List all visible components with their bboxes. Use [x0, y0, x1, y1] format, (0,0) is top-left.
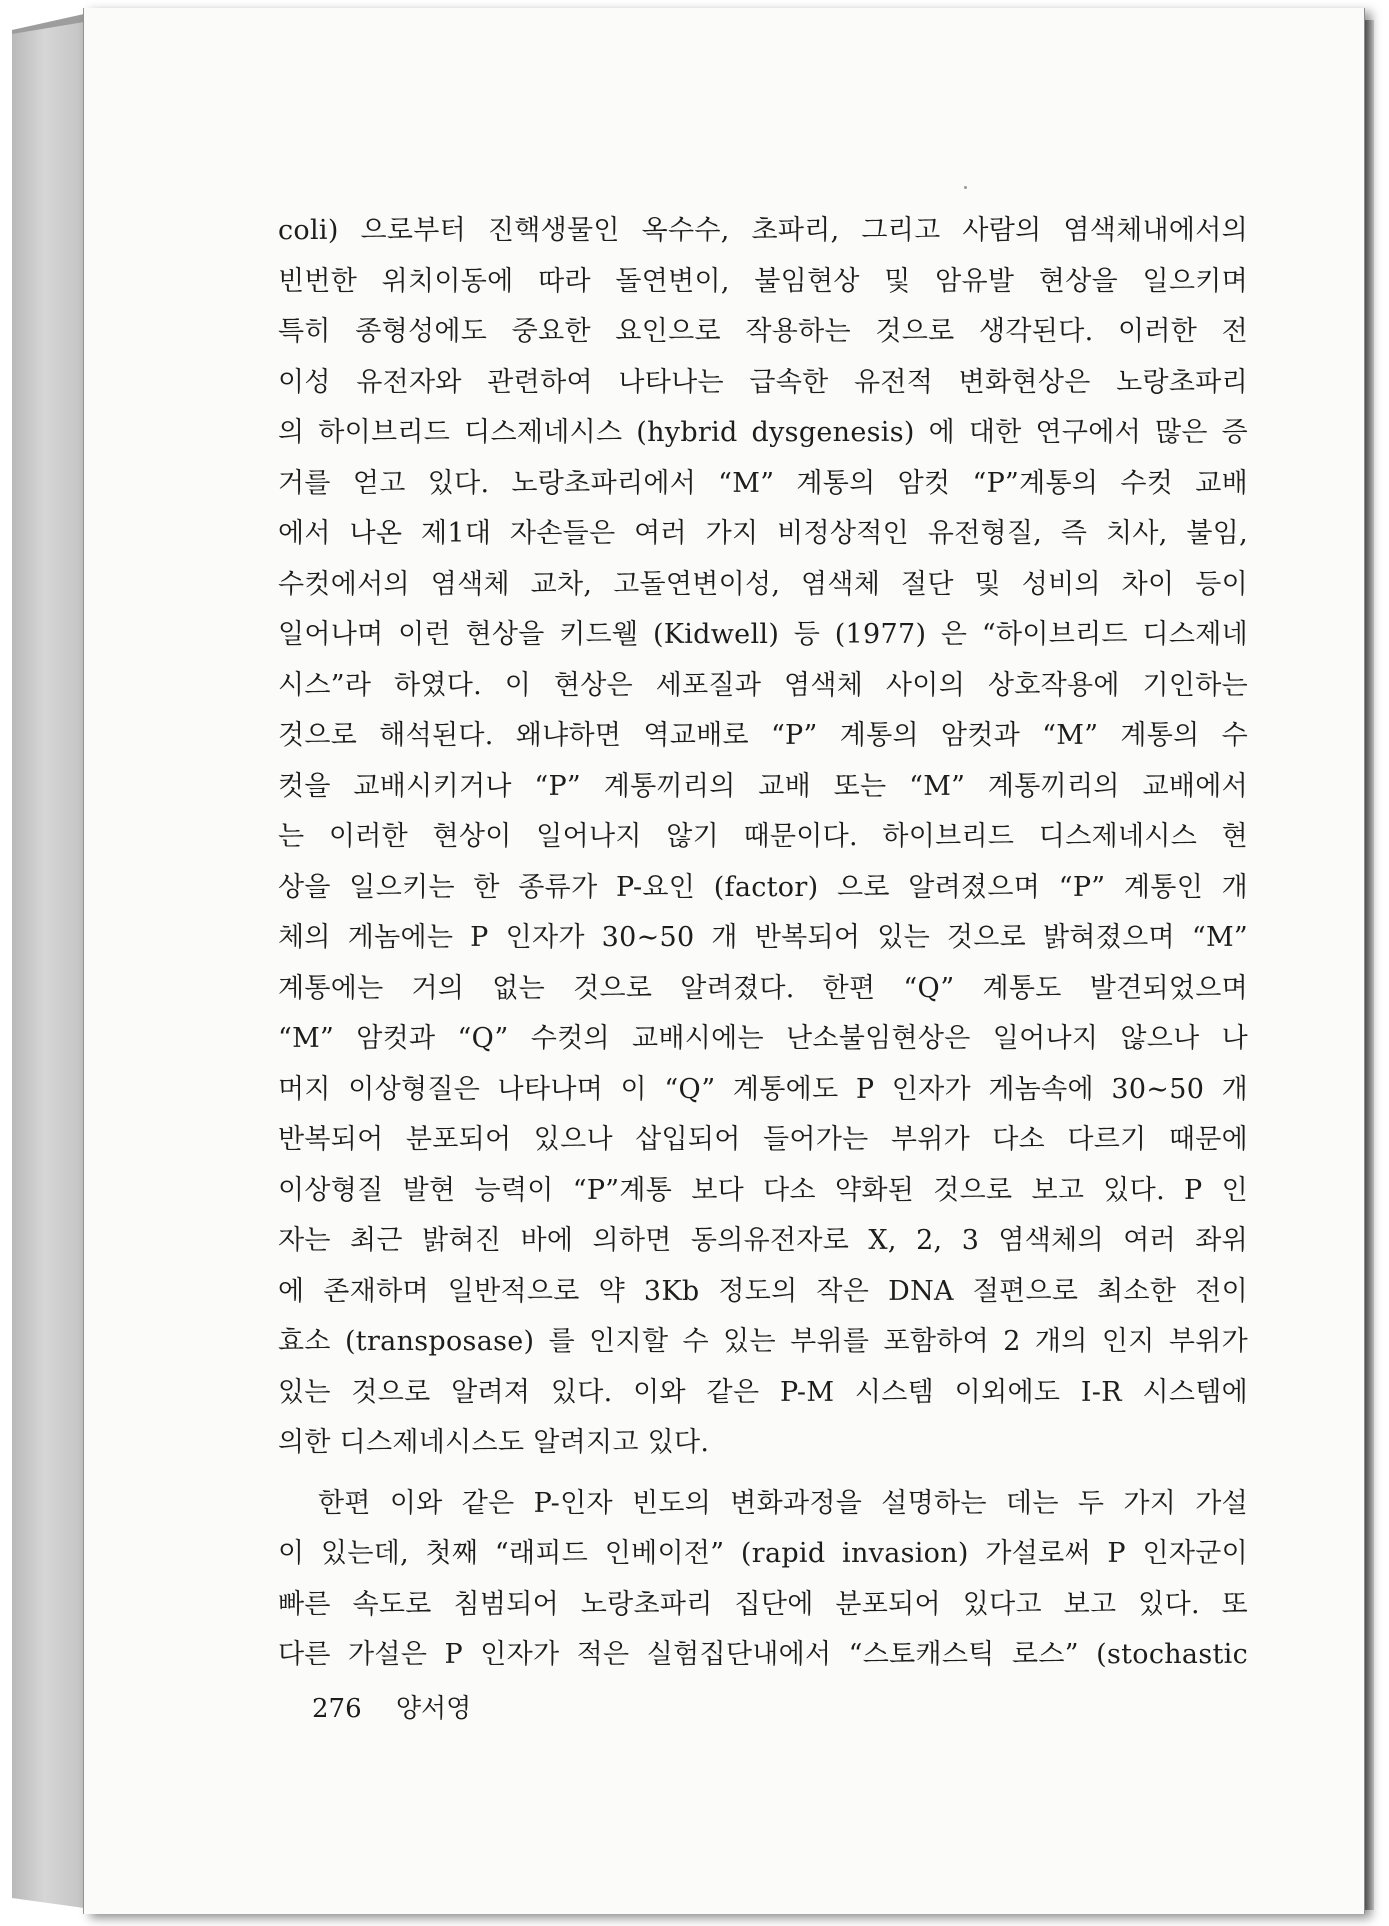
text-line: 체의 게놈에는 P 인자가 30∼50 개 반복되어 있는 것으로 밝혀졌으며 “M” [278, 922, 1248, 953]
paragraph-gap [278, 1469, 1248, 1479]
text-line: 특히 종형성에도 중요한 요인으로 작용하는 것으로 생각된다. 이러한 전 [278, 316, 1248, 347]
text-line: “M” 암컷과 “Q” 수컷의 교배시에는 난소불임현상은 일어나지 않으나 나 [278, 1023, 1248, 1054]
text-line: 시스”라 하였다. 이 현상은 세포질과 염색체 사이의 상호작용에 기인하는 [278, 669, 1248, 701]
text-line: 다른 가설은 P 인자가 적은 실험집단내에서 “스토캐스틱 로스” (stochastic [278, 1639, 1248, 1670]
text-line: 는 이러한 현상이 일어나지 않기 때문이다. 하이브리드 디스제네시스 현 [278, 821, 1248, 852]
book-spine [12, 16, 84, 1908]
print-speck [964, 186, 967, 189]
page-footer [312, 1688, 471, 1725]
text-line: 의 하이브리드 디스제네시스 (hybrid dysgenesis) 에 대한 연구에서 많은 증 [278, 417, 1248, 448]
text-line: 빈번한 위치이동에 따라 돌연변이, 불임현상 및 암유발 현상을 일으키며 [278, 265, 1248, 297]
text-line: 머지 이상형질은 나타나며 이 “Q” 계통에도 P 인자가 게놈속에 30∼50 개 [278, 1073, 1248, 1105]
text-line: 컷을 교배시키거나 “P” 계통끼리의 교배 또는 “M” 계통끼리의 교배에서 [278, 770, 1248, 802]
text-line: 것으로 해석된다. 왜냐하면 역교배로 “P” 계통의 암컷과 “M” 계통의 수 [278, 720, 1248, 751]
text-line: 계통에는 거의 없는 것으로 알려졌다. 한편 “Q” 계통도 발견되었으며 [278, 972, 1248, 1004]
text-line: 효소 (transposase) 를 인지할 수 있는 부위를 포함하여 2 개의 인지 부위가 [278, 1326, 1248, 1357]
text-line: 반복되어 분포되어 있으나 삽입되어 들어가는 부위가 다소 다르기 때문에 [278, 1124, 1248, 1155]
page-body-text [278, 206, 1248, 1681]
text-line: coli) 으로부터 진핵생물인 옥수수, 초파리, 그리고 사람의 염색체내에서의 [278, 215, 1248, 246]
page-edge [1364, 20, 1374, 1910]
text-line: 자는 최근 밝혀진 바에 의하면 동의유전자로 X, 2, 3 염색체의 여러 좌위 [278, 1225, 1248, 1256]
text-line: 빠른 속도로 침범되어 노랑초파리 집단에 분포되어 있다고 보고 있다. 또 [278, 1588, 1248, 1620]
text-line: 한편 이와 같은 P-인자 빈도의 변화과정을 설명하는 데는 두 가지 가설 [318, 1487, 1248, 1519]
text-line: 수컷에서의 염색체 교차, 고돌연변이성, 염색체 절단 및 성비의 차이 등이 [278, 568, 1248, 600]
page-number: 276 [312, 1694, 362, 1724]
text-line: 상을 일으키는 한 종류가 P-요인 (factor) 으로 알려졌으며 “P” 계통인 개 [278, 871, 1248, 903]
text-line: 거를 얻고 있다. 노랑초파리에서 “M” 계통의 암컷 “P”계통의 수컷 교배 [278, 467, 1248, 499]
text-line: 이상형질 발현 능력이 “P”계통 보다 다소 약화된 것으로 보고 있다. P 인 [278, 1174, 1248, 1206]
text-line: 이성 유전자와 관련하여 나타나는 급속한 유전적 변화현상은 노랑초파리 [278, 366, 1248, 398]
text-line: 의한 디스제네시스도 알려지고 있다. [278, 1427, 710, 1458]
text-line: 에 존재하며 일반적으로 약 3Kb 정도의 작은 DNA 절편으로 최소한 전이 [278, 1275, 1248, 1307]
text-line: 이 있는데, 첫째 “래피드 인베이전” (rapid invasion) 가설로써 P 인자군이 [278, 1538, 1248, 1569]
text-line: 에서 나온 제1대 자손들은 여러 가지 비정상적인 유전형질, 즉 치사, 불임, [278, 518, 1248, 549]
text-line: 일어나며 이런 현상을 키드웰 (Kidwell) 등 (1977) 은 “하이브리드 디스제네 [278, 619, 1248, 650]
author-name: 양서영 [395, 1694, 472, 1724]
text-line: 있는 것으로 알려져 있다. 이와 같은 P-M 시스템 이외에도 I-R 시스템에 [278, 1376, 1248, 1408]
